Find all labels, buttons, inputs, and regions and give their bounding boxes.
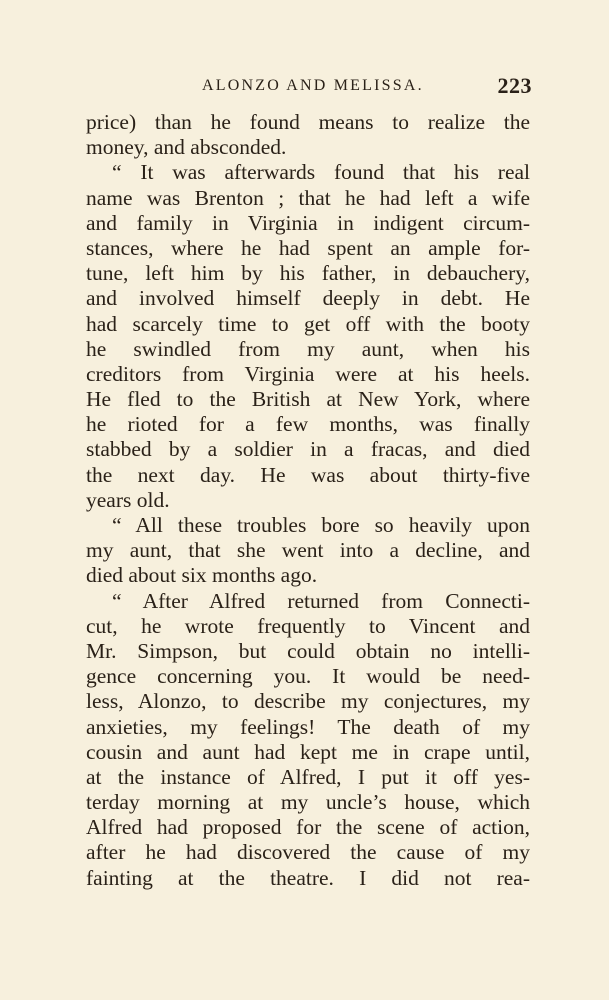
text-line: less, Alonzo, to describe my conjectures, my	[86, 689, 530, 714]
text-line: cut, he wrote frequently to Vincent and	[86, 613, 530, 638]
text-line: years old.	[86, 487, 170, 512]
text-line: Mr. Simpson, but could obtain no intelli-	[86, 638, 530, 663]
text-line: price) than he found means to realize the	[86, 110, 530, 134]
text-line: and involved himself deeply in debt. He	[86, 286, 530, 311]
text-line: stabbed by a soldier in a fracas, and died	[86, 437, 530, 462]
text-line: He fled to the British at New York, where	[86, 387, 530, 412]
text-line: after he had discovered the cause of my	[86, 840, 530, 865]
text-line: money, and absconded.	[86, 135, 287, 160]
text-line: “ After Alfred returned from Connecti-	[112, 588, 530, 613]
text-line: my aunt, that she went into a decline, and	[86, 538, 530, 563]
text-line: fainting at the theatre. I did not rea-	[86, 865, 530, 890]
text-line: name was Brenton ; that he had left a wife	[86, 185, 530, 210]
text-line: gence concerning you. It would be need-	[86, 664, 530, 689]
text-line: died about six months ago.	[86, 563, 318, 588]
text-line: the next day. He was about thirty-five	[86, 462, 530, 487]
running-title: ALONZO AND MELISSA.	[202, 77, 424, 94]
text-line: at the instance of Alfred, I put it off yes-	[86, 764, 530, 789]
text-line: “ All these troubles bore so heavily upon	[112, 513, 530, 537]
page-number: 223	[497, 73, 532, 98]
text-line: tune, left him by his father, in debauchery,	[86, 261, 530, 286]
text-line: “ It was afterwards found that his real	[112, 160, 530, 185]
text-line: and family in Virginia in indigent circum-	[86, 210, 530, 235]
text-line: had scarcely time to get off with the booty	[86, 311, 530, 336]
text-line: Alfred had proposed for the scene of action,	[86, 815, 530, 840]
body-text	[86, 110, 530, 891]
text-line: he swindled from my aunt, when his	[86, 336, 530, 361]
text-line: stances, where he had spent an ample for-	[86, 235, 530, 260]
text-line: anxieties, my feelings! The death of my	[86, 714, 530, 739]
text-line: terday morning at my uncle’s house, which	[86, 790, 530, 815]
text-line: he rioted for a few months, was finally	[86, 412, 530, 437]
text-line: creditors from Virginia were at his heels.	[86, 361, 530, 386]
running-head	[86, 73, 532, 103]
text-line: cousin and aunt had kept me in crape until,	[86, 739, 530, 764]
